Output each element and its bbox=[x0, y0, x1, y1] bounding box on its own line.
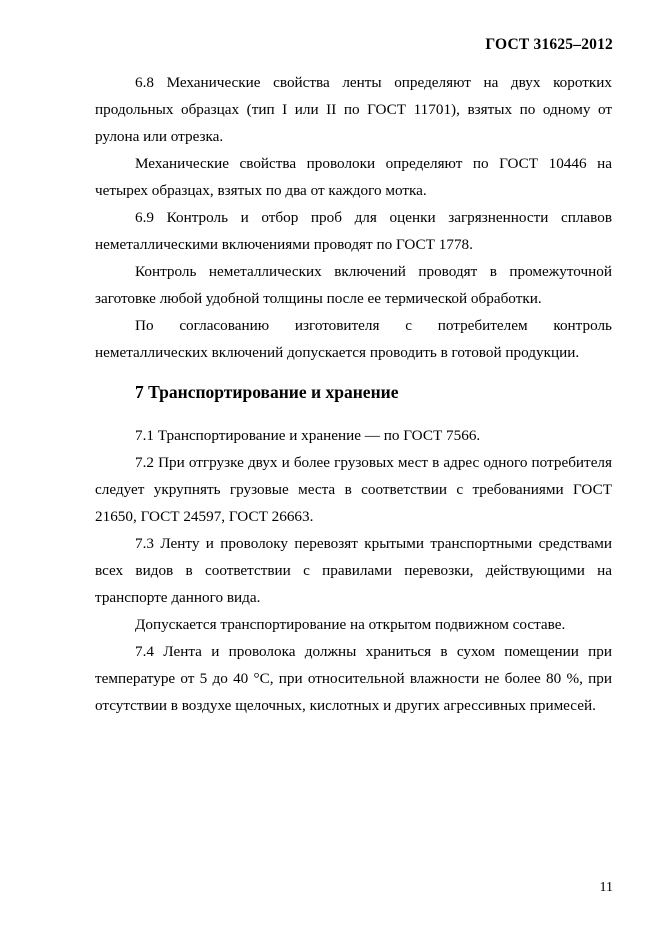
page-number: 11 bbox=[599, 880, 613, 895]
body-text bbox=[95, 69, 612, 719]
paragraph-6-8: 6.8 Механические свойства ленты определяют на двух коротких продольных образцах (тип I или II по ГОСТ 11701), взятых по одному от рулона или отрезка. bbox=[95, 74, 612, 145]
paragraph-open-transport: Допускается транспортирование на открытом подвижном составе. bbox=[135, 616, 566, 633]
paragraph-wire-mechanical: Механические свойства проволоки определяют по ГОСТ 10446 на четырех образцах, взятых по два от каждого мотка. bbox=[95, 155, 612, 199]
paragraph-7-3: 7.3 Ленту и проволоку перевозят крытыми транспортными средствами всех видов в соответствии с правилами перевозки, действующими на транспорте данного вида. bbox=[95, 535, 612, 606]
paragraph-inclusions-control: Контроль неметаллических включений проводят в промежуточной заготовке любой удобной толщины после ее термической обработки. bbox=[95, 263, 612, 307]
paragraph-7-4: 7.4 Лента и проволока должны храниться в сухом помещении при температуре от 5 до 40 °С, при относительной влажности не более 80 %, при отсутствии в воздухе щелочных, кислотных и других агрессивных примесей. bbox=[95, 643, 612, 714]
paragraph-7-1: 7.1 Транспортирование и хранение — по ГОСТ 7566. bbox=[135, 427, 481, 444]
paragraph-6-9: 6.9 Контроль и отбор проб для оценки загрязненности сплавов неметаллическими включениями проводят по ГОСТ 1778. bbox=[95, 209, 612, 253]
document-code: ГОСТ 31625–2012 bbox=[485, 36, 613, 53]
paragraph-agreement: По согласованию изготовителя с потребителем контроль неметаллических включений допускается проводить в готовой продукции. bbox=[95, 317, 612, 361]
section-title: 7 Транспортирование и хранение bbox=[135, 382, 399, 402]
paragraph-7-2: 7.2 При отгрузке двух и более грузовых мест в адрес одного потребителя следует укрупнять грузовые места в соответствии с требованиями ГОСТ 21650, ГОСТ 24597, ГОСТ 26663. bbox=[95, 454, 612, 525]
